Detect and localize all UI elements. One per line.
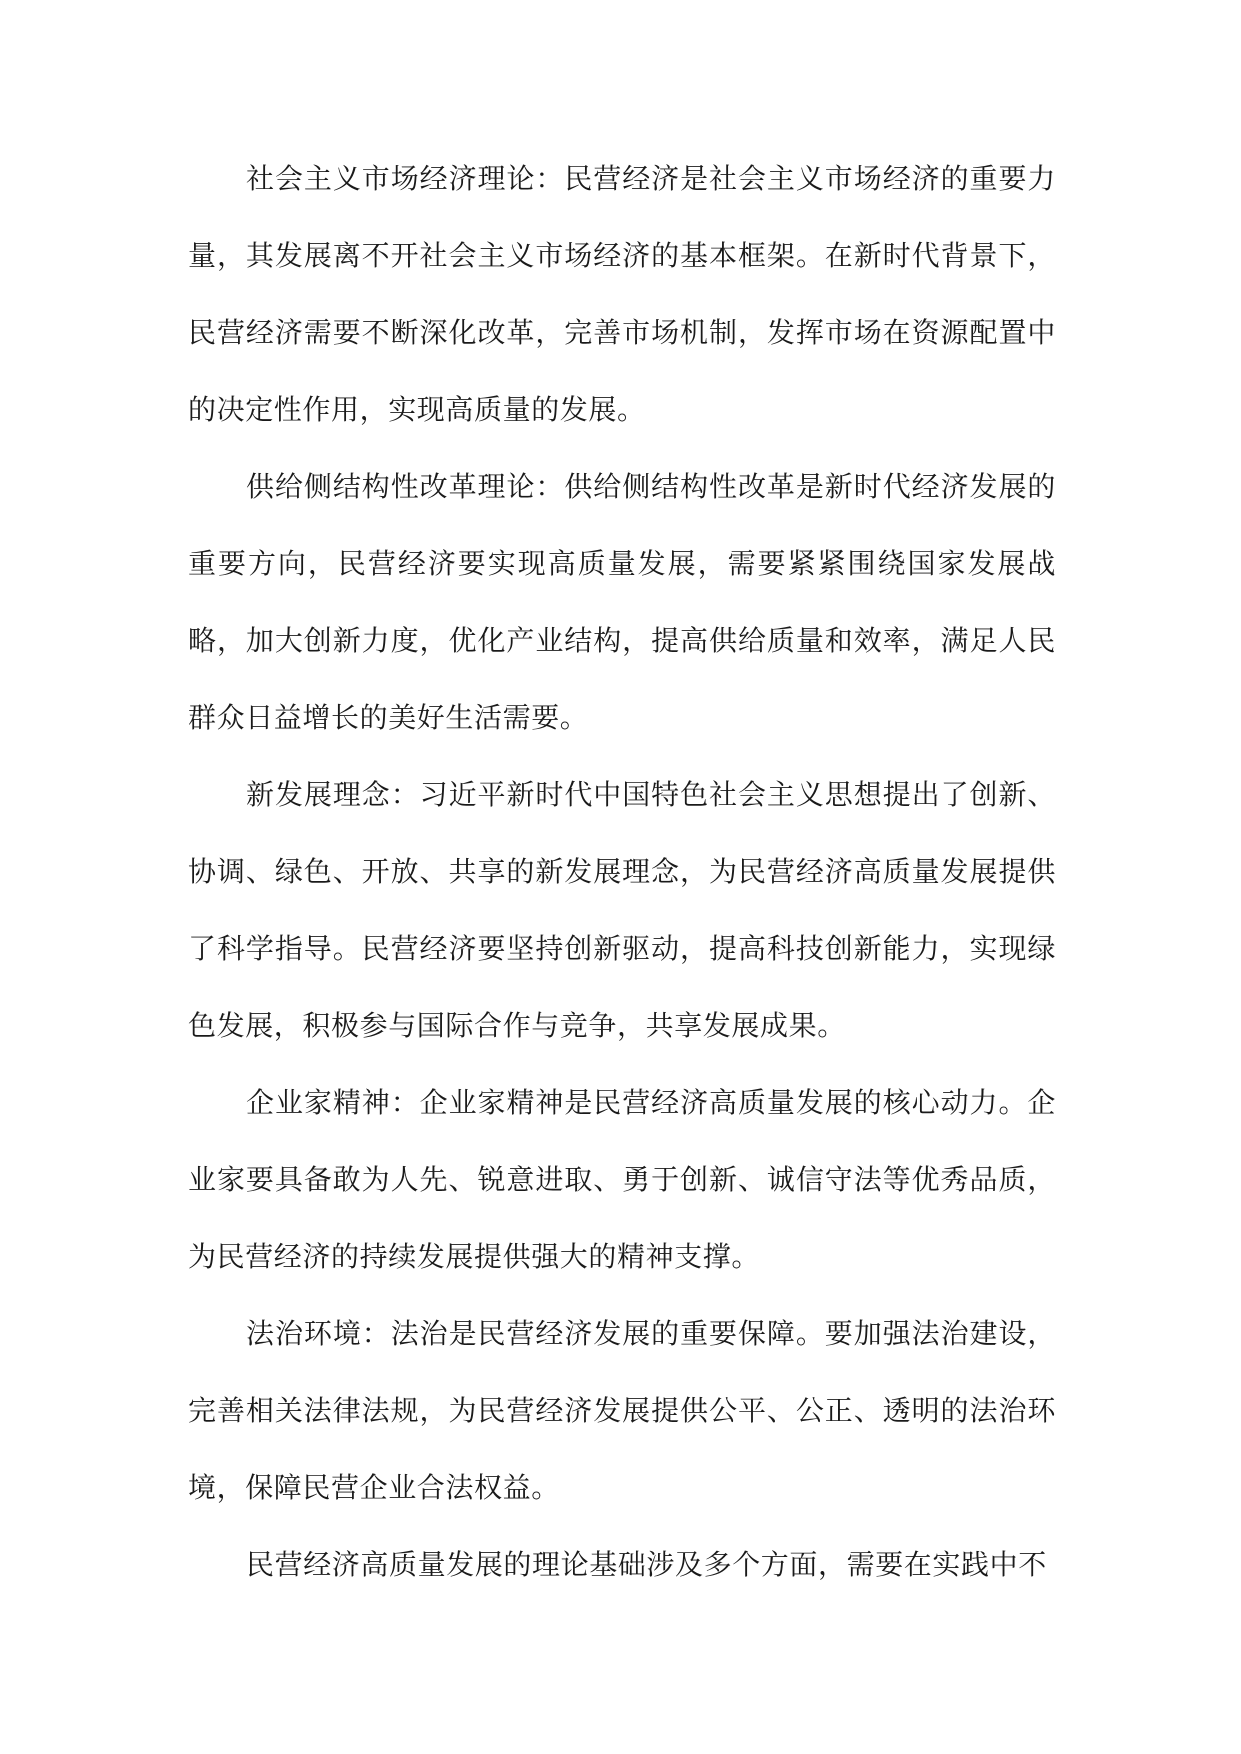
paragraph-new-development-concept: 新发展理念：习近平新时代中国特色社会主义思想提出了创新、协调、绿色、开放、共享的新发展理念，为民营经济高质量发展提供了科学指导。民营经济要坚持创新驱动，提高科技创新能力，实现绿色发展，积极参与国际合作与竞争，共享发展成果。 (188, 778, 1056, 1042)
paragraph-entrepreneurship: 企业家精神：企业家精神是民营经济高质量发展的核心动力。企业家要具备敢为人先、锐意进取、勇于创新、诚信守法等优秀品质，为民营经济的持续发展提供强大的精神支撑。 (188, 1086, 1056, 1273)
paragraph-socialist-market-economy: 社会主义市场经济理论：民营经济是社会主义市场经济的重要力量，其发展离不开社会主义市场经济的基本框架。在新时代背景下，民营经济需要不断深化改革，完善市场机制，发挥市场在资源配置中的决定性作用，实现高质量的发展。 (188, 162, 1056, 426)
paragraph-rule-of-law: 法治环境：法治是民营经济发展的重要保障。要加强法治建设，完善相关法律法规，为民营经济发展提供公平、公正、透明的法治环境，保障民营企业合法权益。 (188, 1317, 1056, 1504)
paragraph-theoretical-basis: 民营经济高质量发展的理论基础涉及多个方面，需要在实践中不 (246, 1548, 1047, 1581)
document-body (188, 140, 1056, 1603)
paragraph-supply-side-reform: 供给侧结构性改革理论：供给侧结构性改革是新时代经济发展的重要方向，民营经济要实现高质量发展，需要紧紧围绕国家发展战略，加大创新力度，优化产业结构，提高供给质量和效率，满足人民群众日益增长的美好生活需要。 (188, 470, 1056, 734)
